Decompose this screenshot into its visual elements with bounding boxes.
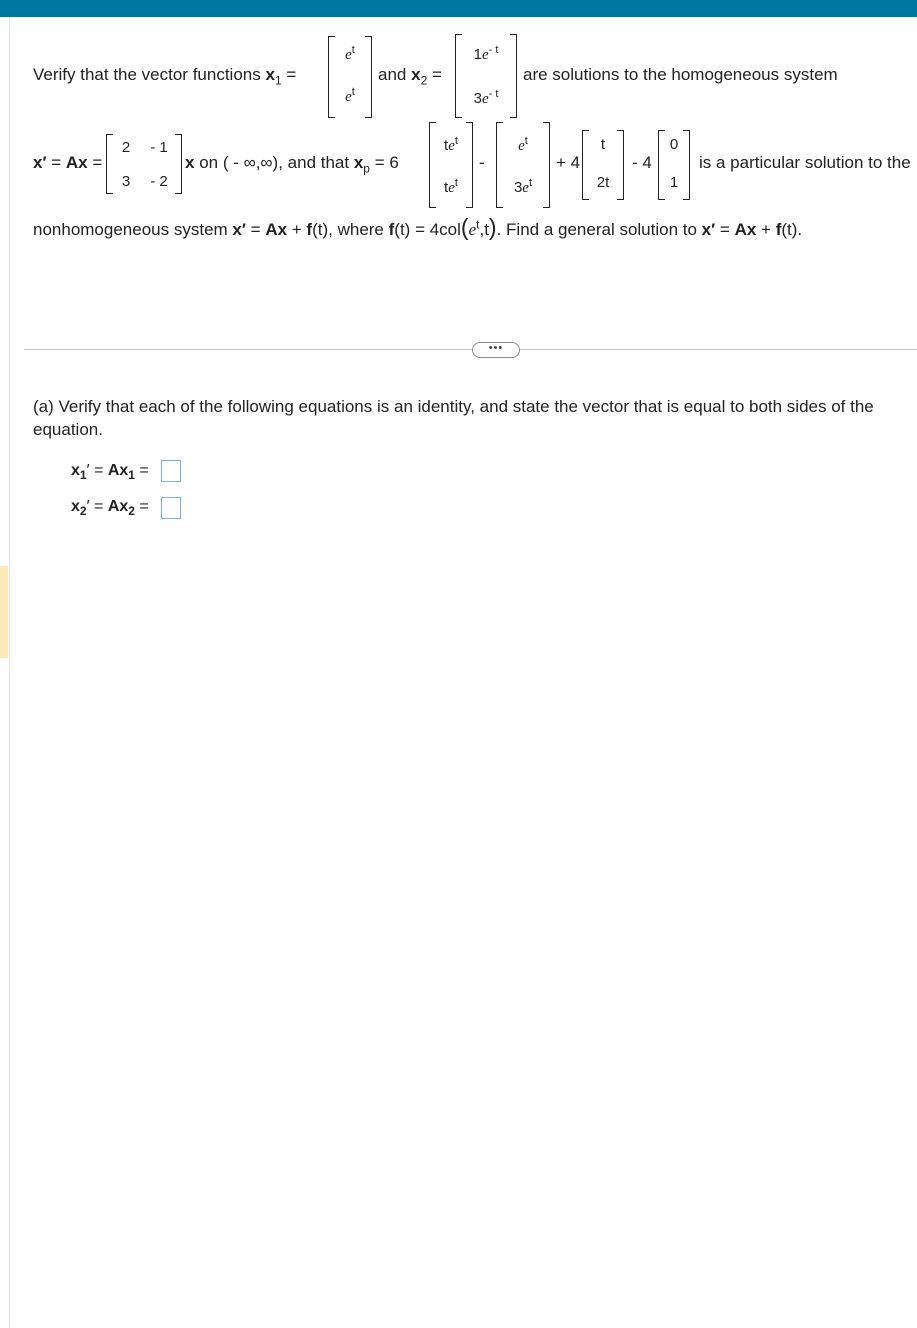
identity-equation-2: $x_2' = Ax_2$ = [71,498,149,519]
intro-text: Verify that the vector functions [33,65,266,84]
xp-label: x [353,153,364,172]
problem-line-1-tail: are solutions to the homogeneous system [523,65,838,84]
particular-solution-tail: is a particular solution to the [699,153,911,172]
v1-entry-2: $te^t$ [444,177,458,196]
expand-more-button[interactable]: ••• [472,342,520,358]
right-bracket [175,134,182,194]
ax: Ax [65,153,88,172]
xp-vector-3 [582,130,624,200]
x2-entry-2: $3e^{- t}$ [473,88,499,107]
v4-entry-1: 0 [669,136,679,153]
minus-four: - 4 [632,153,652,172]
x1-subscript: 1 [274,73,282,88]
xp-vector-2 [496,122,550,208]
part-a-prompt-line-2: equation. [33,420,103,439]
v1-entry-1: $te^t$ [444,135,458,154]
x1-label: x [265,65,275,84]
v3-entry-2: 2t [596,174,610,191]
problem-line-1-intro [33,65,296,87]
side-tab[interactable] [0,566,8,658]
left-bracket [106,134,113,194]
a22: - 2 [150,173,168,190]
minus-sign-1: - [479,153,485,172]
x1-equals: = [281,65,297,84]
answer-box-1[interactable] [161,460,181,482]
v2-entry-2: $3e^t$ [513,177,533,196]
problem-line-3: nonhomogeneous system x′ = Ax + f(t), where $f(t) = 4col(e^t,t)$. Find a general solution to x′ = Ax + f(t). [33,214,803,240]
left-border-line [9,17,10,1328]
x2-vector [455,34,517,118]
a11: 2 [121,139,131,156]
plus-four: + 4 [556,153,581,172]
x2-equals: = [427,65,442,84]
v2-entry-1: $e^t$ [518,135,528,154]
xp-vector-4 [658,130,690,200]
x2-entry-1: $1e^{- t}$ [473,44,499,63]
x1-vector [328,36,372,118]
xp-vector-1 [429,122,473,208]
top-header-bar [0,0,917,17]
v4-entry-2: 1 [669,174,679,191]
x1-entry-1: $e^t$ [345,44,355,63]
problem-line-1-and [378,65,442,87]
v3-entry-1: t [600,136,606,153]
x2-label: x [411,65,421,84]
interval-text: x on ( - ∞,∞), and that $x_p = 6$ [185,153,399,176]
answer-box-2[interactable] [161,497,181,519]
part-a-prompt-line-1: (a) Verify that each of the following equations is an identity, and state the vector that is equal to both sides of the [33,397,874,416]
x2-subscript: 2 [420,73,428,88]
xprime: x′ [33,153,47,172]
matrix-a [106,134,182,194]
a12: - 1 [150,139,168,156]
xp-subscript: p [363,161,370,176]
identity-equation-1: $x_1' = Ax_1$ = [71,462,149,483]
a21: 3 [121,173,131,190]
system-lhs: x′ = Ax = [33,153,103,172]
section-divider [24,349,917,350]
and-text: and [378,65,412,84]
x1-entry-2: $e^t$ [345,86,355,105]
